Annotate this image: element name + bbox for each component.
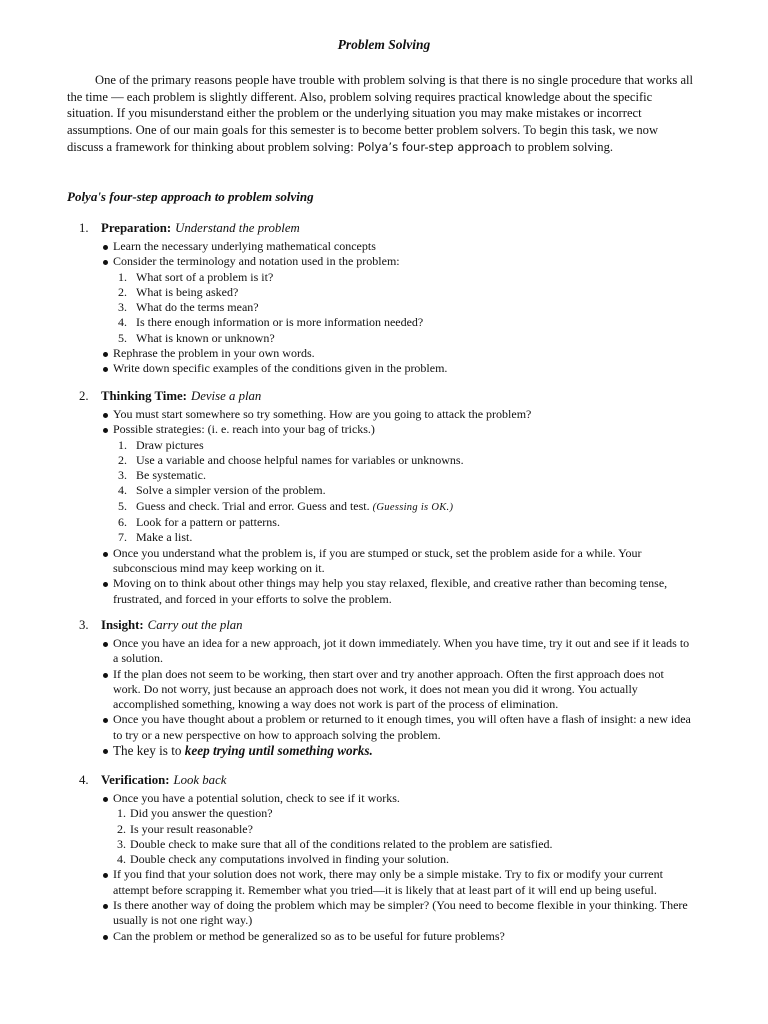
- numbered-item: [0, 530, 768, 545]
- numbered-item: [0, 285, 768, 300]
- list-item: [0, 361, 693, 376]
- intro-body: One of the primary reasons people have trouble with problem solving is that there is no single procedure that works all the time — each problem is slightly different. Also, problem solving requires practical knowledge about the specific situation. If you misunderstand either the problem or the underlying situation you may make mistakes or incorrect assumptions. One of our main goals for this semester is to become better problem solvers. To begin this task, we now discuss a framework for thinking about problem solving: [67, 73, 694, 154]
- bullet-icon: [103, 428, 108, 433]
- list-item: [0, 254, 693, 269]
- item-number: 1.: [118, 437, 127, 452]
- list-item: [0, 636, 693, 667]
- numbered-item: [0, 806, 768, 821]
- bullet-list: [0, 239, 768, 377]
- item-text: Draw pictures: [136, 437, 204, 452]
- intro-approach: : Polya’s four-step approach: [349, 139, 512, 154]
- list-item-text: You must start somewhere so try something. How are you going to attack the problem?: [113, 407, 532, 421]
- list-item-text: Moving on to think about other things may help you stay relaxed, flexible, and creative rather than becoming tense, frustrated, and forced in your efforts to solve the problem.: [113, 576, 668, 606]
- item-text: Guess and check. Trial and error. Guess and test.: [136, 498, 370, 513]
- intro-paragraph: [67, 72, 695, 156]
- item-text: Make a list.: [136, 530, 193, 545]
- numbered-item: [0, 483, 768, 498]
- numbered-item: [0, 468, 768, 483]
- bullet-icon: [103, 904, 108, 909]
- list-item-text: Can the problem or method be generalized so as to be useful for future problems?: [113, 928, 505, 943]
- item-number: 3.: [117, 836, 126, 851]
- item-number: 5.: [118, 498, 127, 513]
- item-text: Double check any computations involved in finding your solution.: [130, 852, 449, 867]
- item-text: Did you answer the question?: [130, 806, 273, 821]
- list-item: [0, 422, 693, 437]
- section-number: 4.: [79, 773, 89, 787]
- numbered-list: [0, 806, 768, 867]
- numbered-item: [0, 852, 768, 867]
- item-number: 3.: [118, 300, 127, 315]
- bullet-list: [0, 636, 768, 758]
- section-heading: [79, 221, 300, 236]
- bullet-icon: [103, 673, 108, 678]
- section-subheading: Understand the problem: [175, 221, 300, 235]
- item-number: 1.: [118, 269, 127, 284]
- list-item: [0, 867, 693, 898]
- list-item: [0, 791, 693, 806]
- page-title: Problem Solving: [337, 37, 431, 52]
- section-subheading: Look back: [173, 773, 227, 787]
- bullet-icon: [103, 749, 108, 754]
- item-number: 5.: [118, 330, 127, 345]
- item-number: 7.: [118, 530, 127, 545]
- list-item-text: Once you understand what the problem is, if you are stumped or stuck, set the problem aside for a while. Your subconscious mind may keep working on it.: [113, 545, 642, 575]
- list-item: [0, 546, 693, 577]
- list-item: [0, 346, 693, 361]
- section-name: Verification:: [101, 773, 170, 787]
- numbered-item: [0, 438, 768, 453]
- item-text: What is being asked?: [136, 284, 239, 299]
- intro-end: to problem solving.: [511, 139, 614, 154]
- section-heading: [79, 618, 243, 633]
- bullet-icon: [103, 873, 108, 878]
- bullet-icon: [103, 642, 108, 647]
- list-item-text: Rephrase the problem in your own words.: [113, 346, 315, 361]
- item-text: Double check to make sure that all of the conditions related to the problem are satisfied.: [130, 836, 553, 851]
- section-number: 3.: [79, 618, 89, 632]
- bullet-icon: [103, 935, 108, 940]
- list-item-text: If you find that your solution does not work, there may only be a simple mistake. Try to fix or modify your current attempt before scrapping it. Remember what you tried—it is likely that at least part of it will end up being useful.: [113, 867, 663, 897]
- item-text: What is known or unknown?: [136, 330, 275, 345]
- bullet-icon: [103, 718, 108, 723]
- section-number: 1.: [79, 221, 89, 235]
- list-item: [0, 929, 693, 944]
- list-item: [0, 712, 693, 743]
- item-number: 2.: [117, 821, 126, 836]
- item-number: 4.: [118, 483, 127, 498]
- bullet-icon: [103, 245, 108, 250]
- section-heading: [79, 389, 261, 404]
- section-subheading: Carry out the plan: [147, 618, 243, 632]
- item-text: Look for a pattern or patterns.: [136, 515, 280, 530]
- section-subheading: Devise a plan: [190, 389, 262, 403]
- numbered-item: [0, 837, 768, 852]
- bullet-icon: [103, 367, 108, 372]
- bullet-icon: [103, 352, 108, 357]
- key-emphasis: keep trying until something works.: [184, 743, 373, 759]
- list-item-text: Learn the necessary underlying mathematical concepts: [113, 239, 376, 253]
- item-number: 4.: [117, 852, 126, 867]
- bullet-list: [0, 407, 768, 607]
- numbered-item: [0, 822, 768, 837]
- item-number: 2.: [118, 452, 127, 467]
- list-item-text: Possible strategies: (i. e. reach into your bag of tricks.): [113, 422, 375, 437]
- numbered-item: [0, 331, 768, 346]
- intro-text: [67, 72, 695, 156]
- list-item-text: Is there another way of doing the problem which may be simpler? (You need to become flexible in your thinking. There usually is not one right way.): [113, 898, 688, 928]
- list-item-text: Write down specific examples of the conditions given in the problem.: [113, 361, 448, 376]
- item-number: 3.: [118, 468, 127, 483]
- item-text: Is your result reasonable?: [130, 821, 253, 836]
- item-text: What sort of a problem is it?: [136, 269, 274, 284]
- item-number: 4.: [118, 315, 127, 330]
- numbered-list: [0, 438, 768, 546]
- bullet-icon: [103, 260, 108, 265]
- list-item-key: [0, 743, 693, 758]
- list-item: [0, 667, 693, 713]
- list-item: [0, 576, 693, 607]
- bullet-icon: [103, 582, 108, 587]
- item-text: Is there enough information or is more information needed?: [136, 315, 424, 330]
- item-text: Be systematic.: [136, 468, 206, 483]
- section-name: Thinking Time:: [101, 389, 187, 403]
- numbered-item: [0, 499, 768, 515]
- list-item: [0, 407, 693, 422]
- numbered-item: [0, 515, 768, 530]
- bullet-icon: [103, 797, 108, 802]
- item-number: 2.: [118, 284, 127, 299]
- guessing-note: (Guessing is OK.): [372, 501, 454, 513]
- bullet-icon: [103, 413, 108, 418]
- list-item-text: Once you have an idea for a new approach, jot it down immediately. When you have time, try it out and see if it leads to a solution.: [113, 636, 690, 666]
- section-name: Insight:: [101, 618, 144, 632]
- section-name: Preparation:: [101, 221, 172, 235]
- list-item: [0, 239, 693, 254]
- item-number: 1.: [117, 806, 126, 821]
- numbered-item: [0, 315, 768, 330]
- list-item-text: If the plan does not seem to be working, then start over and try another approach. Often the first approach does not work. Do not worry, just because an approach does not work, it does not mean you did it wrong. You actually accomplished something, knowing a way does not work is part of the process of elimination.: [113, 666, 664, 712]
- numbered-item: [0, 300, 768, 315]
- bullet-icon: [103, 552, 108, 557]
- numbered-item: [0, 270, 768, 285]
- item-text: Solve a simpler version of the problem.: [136, 483, 326, 498]
- list-item-text: Once you have a potential solution, check to see if it works.: [113, 791, 400, 805]
- section-heading: [79, 773, 226, 788]
- list-item-text: Once you have thought about a problem or returned to it enough times, you will often have a flash of insight: a new idea to try or a new perspective on how to approach solving the problem.: [113, 712, 691, 742]
- section-number: 2.: [79, 389, 89, 403]
- key-prefix: The key is to: [113, 743, 185, 759]
- item-number: 6.: [118, 515, 127, 530]
- item-text: What do the terms mean?: [136, 300, 259, 315]
- list-item: [0, 898, 693, 929]
- numbered-list: [0, 270, 768, 346]
- list-item-text: Consider the terminology and notation used in the problem:: [113, 254, 400, 269]
- item-text: Use a variable and choose helpful names for variables or unknowns.: [136, 452, 464, 467]
- section-subtitle: Polya's four-step approach to problem solving: [67, 189, 314, 204]
- bullet-list: [0, 791, 768, 944]
- numbered-item: [0, 453, 768, 468]
